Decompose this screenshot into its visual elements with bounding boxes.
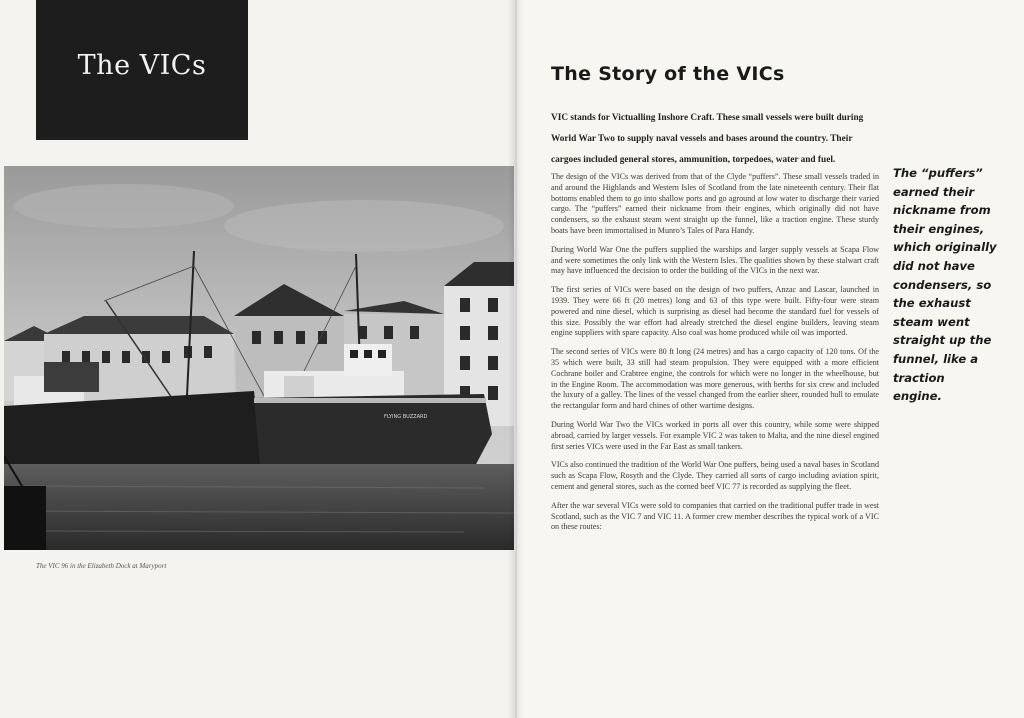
body-paragraph: The first series of VICs were based on the design of two puffers, Anzac and Lascar, launched in 1939. They were 66 ft (20 metres) long and 63 of this type were built. Fifty-four were steam powered and nine diesel, which is surprising as diesel had become the standard fuel for vessels of this size. Possibly the war effort had already stretched the diesel engine builders, leaving steam engine suppliers with spare capacity. Also coal was home produced while oil was imported. bbox=[551, 285, 879, 338]
story-title: The Story of the VICs bbox=[551, 63, 785, 85]
body-paragraph: During World War One the puffers supplied the warships and larger supply vessels at Scapa Flow and were sometimes the only link with the Western Isles. The qualities shown by these stalwart craft may have influenced the decision to order the building of the VICs in the next war. bbox=[551, 244, 879, 276]
article-body bbox=[551, 172, 879, 541]
intro-paragraph: VIC stands for Victualling Inshore Craft. These small vessels were built during World War Two to supply naval vessels and bases around the country. Their cargoes included general stores, ammunition, torpedoes, water and fuel. bbox=[551, 113, 864, 165]
boat-name-label: FLYING BUZZARD bbox=[384, 414, 428, 420]
page-title: The VICs bbox=[77, 50, 207, 81]
body-paragraph: After the war several VICs were sold to companies that carried on the traditional puffer trade in west Scotland, such as the VIC 7 and VIC 11. A former crew member describes the typical work of a VIC on these routes: bbox=[551, 500, 879, 532]
photo-caption: The VIC 96 in the Elizabeth Dock at Maryport bbox=[36, 562, 167, 570]
title-block bbox=[36, 0, 248, 140]
body-paragraph: The design of the VICs was derived from that of the Clyde “puffers”. These small vessels traded in and around the Highlands and Western Isles of Scotland from the late nineteenth century. Their flat bottoms enabled them to go into shallow ports and go aground at low water to discharge their varied cargo. The “puffers” earned their nickname from their engines, which originally did not have condensers, so the exhaust steam went straight up the funnel, like a traction engine. These sturdy boats have been immortalised in Munro’s Tales of Para Handy. bbox=[551, 172, 879, 235]
harbour-photo bbox=[4, 166, 514, 550]
body-paragraph: VICs also continued the tradition of the World War One puffers, being used a naval bases in Scotland such as Scapa Flow, Rosyth and the Clyde. They carried all sorts of cargo including aviation spirit, cement and general stores, such as the corned beef VIC 77 is recorded as supplying the fleet. bbox=[551, 460, 879, 491]
body-paragraph: The second series of VICs were 80 ft long (24 metres) and has a cargo capacity of 120 tons. Of the 35 which were built, 33 still had steam propulsion. They were equipped with a more efficient Cochrane boiler and Crabtree engine, the controls for which were no longer in the wheelhouse, but in the Engine Room. The accommodation was more generous, with berths for six crew and included the luxury of a galley. The lines of the vessel changed from the earlier sheer, rounded hull to emulate the rectangular form and hard chines of other wartime designs. bbox=[551, 347, 879, 411]
body-paragraph: During World War Two the VICs worked in ports all over this country, while some were shipped abroad, carried by larger vessels. For example VIC 2 was taken to Malta, and the nine diesel engined first series VICs were used in the Far East as small tankers. bbox=[551, 419, 879, 451]
pull-quote: The “puffers” earned their nickname from their engines, which originally did not have condensers, so the exhaust steam went straight up the funnel, like a traction engine. bbox=[893, 166, 997, 404]
book-gutter bbox=[508, 0, 524, 718]
